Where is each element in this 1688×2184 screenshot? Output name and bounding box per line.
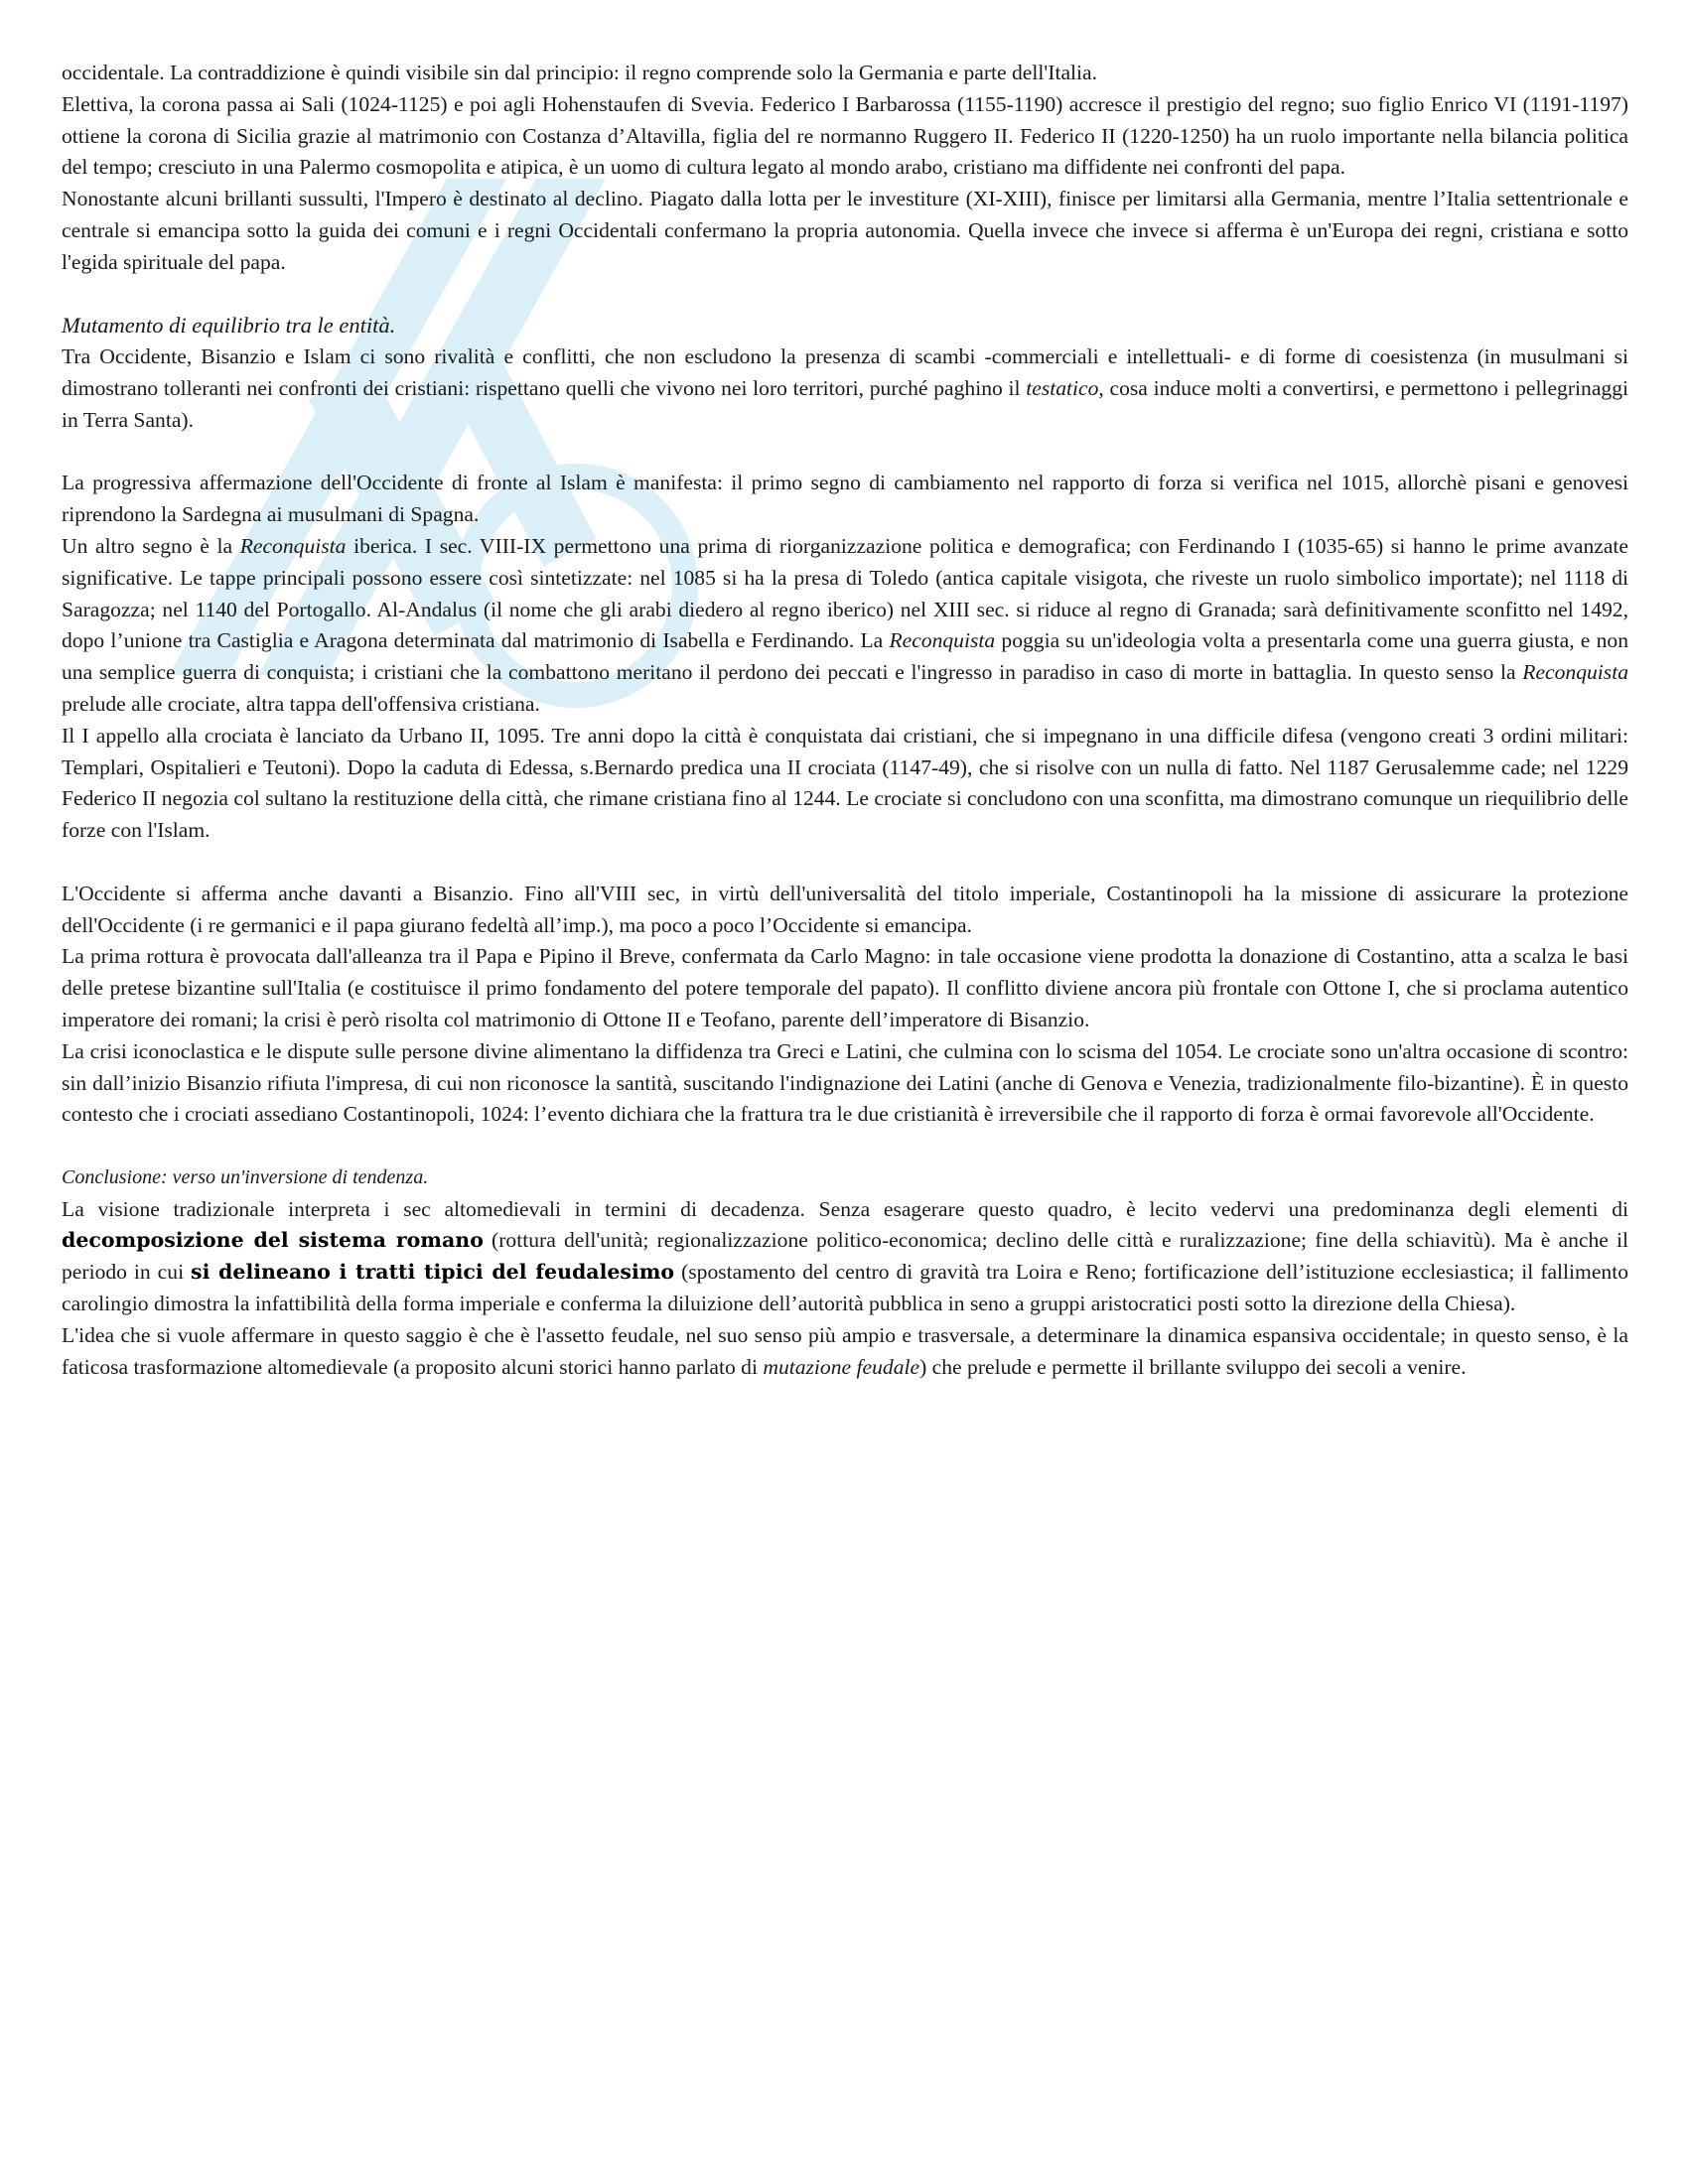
paragraph-8: L'Occidente si afferma anche davanti a Bisanzio. Fino all'VIII sec, in virtù dell'universalità del titolo imperiale, Costantinopoli ha la missione di assicurare la protezione dell'Occidente (i re germanici e il papa giurano fedeltà all’imp.), ma poco a poco l’Occidente si emancipa. [62,881,1628,937]
paragraph-9: La prima rottura è provocata dall'alleanza tra il Papa e Pipino il Breve, confermata da Carlo Magno: in tale occasione viene prodotta la donazione di Costantino, atta a scalza le basi delle pretese bizantine sull'Italia (e costituisce il primo fondamento del potere temporale del papato). Il conflitto diviene ancora più frontale con Ottone I, che si proclama autentico imperatore dei romani; la crisi è però risolta col matrimonio di Ottone II e Teofano, parente dell’imperatore di Bisanzio. [62,944,1628,1031]
bold-term: si delineano i tratti tipici del feudalesimo [191,1260,675,1285]
section-heading-mutamento: Mutamento di equilibrio tra le entità. [62,313,396,339]
section-heading-conclusione: Conclusione: verso un'inversione di tendenza. [62,1165,429,1188]
spacer [62,847,1628,879]
text-run: ) che prelude e permette il brillante sviluppo dei secoli a venire. [919,1354,1467,1379]
paragraph-4 [62,341,1628,436]
italic-term: mutazione feudale [763,1354,920,1379]
text-run: L'idea che si vuole affermare in questo saggio è che è l'assetto feudale, nel suo senso più ampio e trasversale, a determinare la dinamica espansiva occidentale; in questo senso, è la faticosa trasformazione altomedievale (a proposito alcuni storici hanno parlato di [62,1322,1628,1379]
paragraph-2: Elettiva, la corona passa ai Sali (1024-1125) e poi agli Hohenstaufen di Svevia. Federico I Barbarossa (1155-1190) accresce il prestigio del regno; suo figlio Enrico VI (1191-1197) ottiene la corona di Sicilia grazie al matrimonio con Costanza d’Altavilla, figlia del re normanno Ruggero II. Federico II (1220-1250) ha un ruolo importante nella bilancia politica del tempo; cresciuto in una Palermo cosmopolita e atipica, è un uomo di cultura legato al mondo arabo, cristiano ma diffidente nei confronti del papa. [62,91,1628,180]
italic-term: Reconquista [889,628,996,653]
spacer [62,437,1628,469]
paragraph-5: La progressiva affermazione dell'Occidente di fronte al Islam è manifesta: il primo segno di cambiamento nel rapporto di forza si verifica nel 1015, allorchè pisani e genovesi riprendono la Sardegna ai musulmani di Spagna. [62,471,1628,527]
text-run: , cosa induce molti a convertirsi, e permettono i pellegrinaggi in Terra Santa). [62,375,1628,432]
spacer [62,1131,1628,1162]
paragraph-3: Nonostante alcuni brillanti sussulti, l'Impero è destinato al declino. Piagato dalla lotta per le investiture (XI-XIII), finisce per limitarsi alla Germania, mentre l’Italia settentrionale e centrale si emancipa sotto la guida dei comuni e i regni Occidentali confermano la propria autonomia. Quella invece che invece si afferma è un'Europa dei regni, cristiana e sotto l'egida spirituale del papa. [62,187,1628,274]
paragraph-7: Il I appello alla crociata è lanciato da Urbano II, 1095. Tre anni dopo la città è conquistata dai cristiani, che si impegnano in una difficile difesa (vengono creati 3 ordini militari: Templari, Ospitalieri e Teutoni). Dopo la caduta di Edessa, s.Bernardo predica una II crociata (1147-49), che si risolve con un nulla di fatto. Nel 1187 Gerusalemme cade; nel 1229 Federico II negozia col sultano la restituzione della città, che rimane cristiana fino al 1244. Le crociate si concludono con una sconfitta, ma dimostrano comunque un riequilibrio delle forze con l'Islam. [62,723,1628,843]
text-run: Tra Occidente, Bisanzio e Islam ci sono rivalità e conflitti, che non escludono la presenza di scambi -commerciali e intellettuali- e di forme di coesistenza (in musulmani si dimostrano tolleranti nei confronti dei cristiani: rispettano quelli che vivono nei loro territori, purché paghino il [62,344,1628,400]
paragraph-6 [62,531,1628,721]
italic-term: Reconquista [1522,660,1628,685]
text-run: prelude alle crociate, altra tappa dell'offensiva cristiana. [62,691,540,716]
text-run: iberica. I sec. VIII-IX permettono una prima di riorganizzazione politica e demografica; con Ferdinando I (1035-65) si hanno le prime avanzate significative. Le tappe principali possono essere così sintetizzate: nel 1085 si ha la presa di Toledo (antica capitale visigota, che riveste un ruolo simbolico importate); nel 1118 di Saragozza; nel 1140 del Portogallo. Al-Andalus (il nome che gli arabi diedero al regno iberico) nel XIII sec. si riduce al regno di Granada; sarà definitivamente sconfitto nel 1492, dopo l’unione tra Castiglia e Aragona determinata dal matrimonio di Isabella e Ferdinando. La [62,533,1628,653]
text-run: Un altro segno è la [62,533,240,558]
italic-term: Reconquista [239,533,347,558]
italic-term: testatico [1026,375,1099,400]
document-body [62,58,1628,1383]
paragraph-12 [62,1320,1628,1384]
paragraph-11 [62,1194,1628,1320]
text-run: La visione tradizionale interpreta i sec altomedievali in termini di decadenza. Senza esagerare questo quadro, è lecito vedervi una predominanza degli elementi di [62,1196,1628,1221]
bold-term: decomposizione del sistema romano [62,1228,484,1253]
paragraph-1: occidentale. La contraddizione è quindi visibile sin dal principio: il regno comprende solo la Germania e parte dell'Italia. [62,61,1098,84]
spacer [62,279,1628,311]
text-run: (rottura dell'unità; regionalizzazione politico-economica; declino delle città e ruralizzazione; fine della schiavitù). Ma è anche il periodo in cui [62,1228,1628,1285]
paragraph-10: La crisi iconoclastica e le dispute sulle persone divine alimentano la diffidenza tra Greci e Latini, che culmina con lo scisma del 1054. Le crociate sono un'altra occasione di scontro: sin dall’inizio Bisanzio rifiuta l'impresa, di cui non riconosce la santità, suscitando l'indignazione dei Latini (anche di Genova e Venezia, tradizionalmente filo-bizantine). È in questo contesto che i crociati assediano Costantinopoli, 1024: l’evento dichiara che la frattura tra le due cristianità è irreversibile che il rapporto di forza è ormai favorevole all'Occidente. [62,1038,1628,1127]
text-run: (spostamento del centro di gravità tra Loira e Reno; fortificazione dell’istituzione ecclesiastica; il fallimento carolingio dimostra la infattibilità della forma imperiale e conferma la diluizione dell’autorità pubblica in seno a gruppi aristocratici posti sotto la direzione della Chiesa). [62,1260,1628,1316]
text-run: poggia su un'ideologia volta a presentarla come una guerra giusta, e non una semplice guerra di conquista; i cristiani che la combattono meritano il perdono dei peccati e l'ingresso in paradiso in caso di morte in battaglia. In questo senso la [62,628,1628,685]
